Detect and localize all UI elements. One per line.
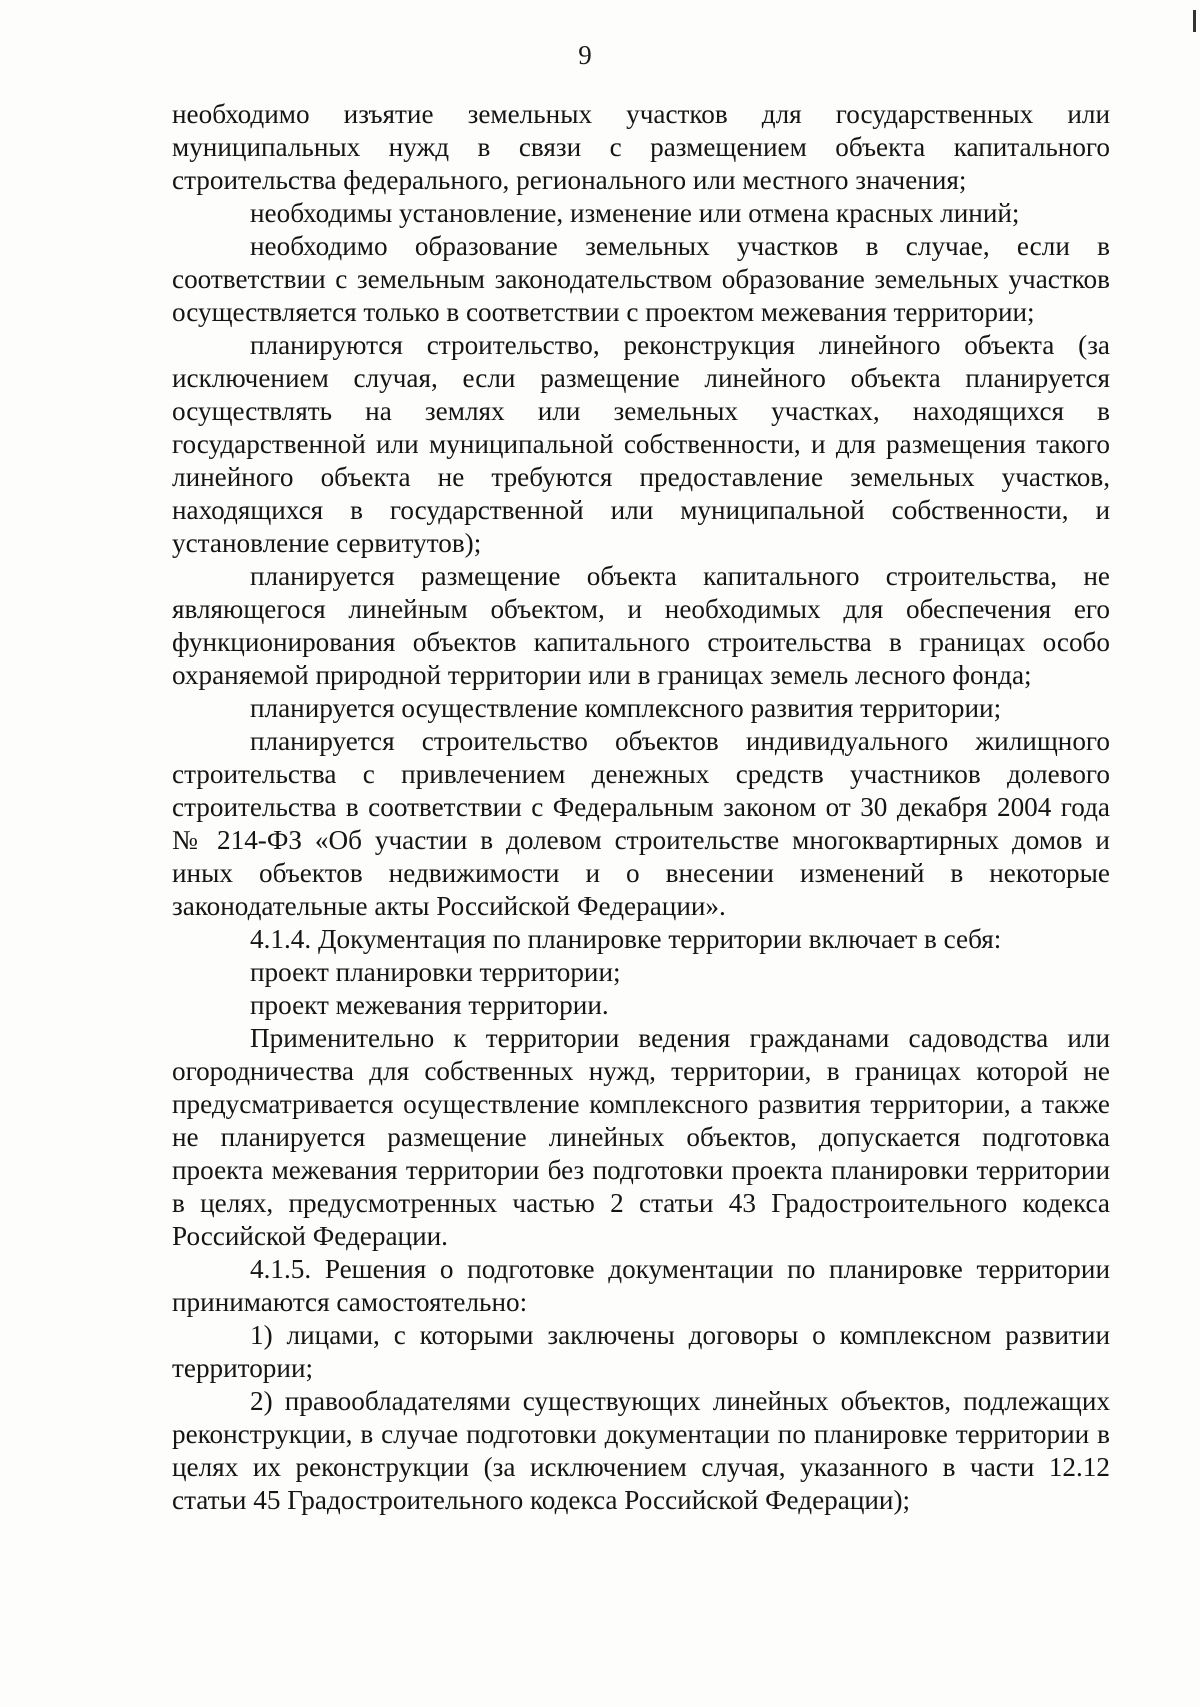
- paragraph-individual-housing: планируется строительство объектов индивидуального жилищного строительства с привлечением денежных средств участников долевого строительства в соответствии с Федеральным законом от 30 декабря 2004 года № 214-ФЗ «Об участии в долевом строительстве многоквартирных домов и иных объектов недвижимости и о внесении изменений в некоторые законодательные акты Российской Федерации».: [172, 726, 1110, 921]
- paragraph-gardening-territory: Применительно к территории ведения гражданами садоводства или огородничества для собственных нужд, территории, в границах которой не предусматривается осуществление комплексного развития территории, а также не планируется размещение линейных объектов, допускается подготовка проекта межевания территории без подготовки проекта планировки территории в целях, предусмотренных частью 2 статьи 43 Градостроительного кодекса Российской Федерации.: [172, 1023, 1110, 1251]
- paragraph-land-formation: необходимо образование земельных участков в случае, если в соответствии с земельным законодательством образование земельных участков осуществляется только в соответствии с проектом межевания территории;: [172, 231, 1110, 327]
- list-item-planning-project: проект планировки территории;: [250, 957, 621, 987]
- list-item-1-complex-contracts: 1) лицами, с которыми заключены договоры о комплексном развитии территории;: [172, 1320, 1110, 1383]
- paragraph-complex-development: планируется осуществление комплексного развития территории;: [250, 693, 1002, 723]
- paragraph-section-4-1-5: 4.1.5. Решения о подготовке документации по планировке территории принимаются самостоятельно:: [172, 1254, 1110, 1317]
- paragraph-section-4-1-4: 4.1.4. Документация по планировке территории включает в себя:: [250, 924, 1002, 954]
- scan-edge-mark: [1193, 10, 1196, 32]
- paragraph-red-lines: необходимы установление, изменение или отмена красных линий;: [250, 198, 1020, 228]
- paragraph-land-seizure: необходимо изъятие земельных участков для государственных или муниципальных нужд в связи с размещением объекта капитального строительства федерального, регионального или местного значения;: [172, 99, 1110, 195]
- paragraph-protected-territory: планируется размещение объекта капитального строительства, не являющегося линейным объектом, и необходимых для обеспечения его функционирования объектов капитального строительства в границах особо охраняемой природной территории или в границах земель лесного фонда;: [172, 561, 1110, 690]
- list-item-2-linear-owners: 2) правообладателями существующих линейных объектов, подлежащих реконструкции, в случае подготовки документации по планировке территории в целях их реконструкции (за исключением случая, указанного в части 12.12 статьи 45 Градостроительного кодекса Российской Федерации);: [172, 1386, 1110, 1515]
- page-number: 9: [578, 40, 592, 70]
- paragraph-linear-object: планируются строительство, реконструкция линейного объекта (за исключением случая, если размещение линейного объекта планируется осуществлять на землях или земельных участках, находящихся в государственной или муниципальной собственности, и для размещения такого линейного объекта не требуются предоставление земельных участков, находящихся в государственной или муниципальной собственности, и установление сервитутов);: [172, 330, 1110, 558]
- document-body: [172, 98, 1110, 1517]
- list-item-surveying-project: проект межевания территории.: [250, 990, 609, 1020]
